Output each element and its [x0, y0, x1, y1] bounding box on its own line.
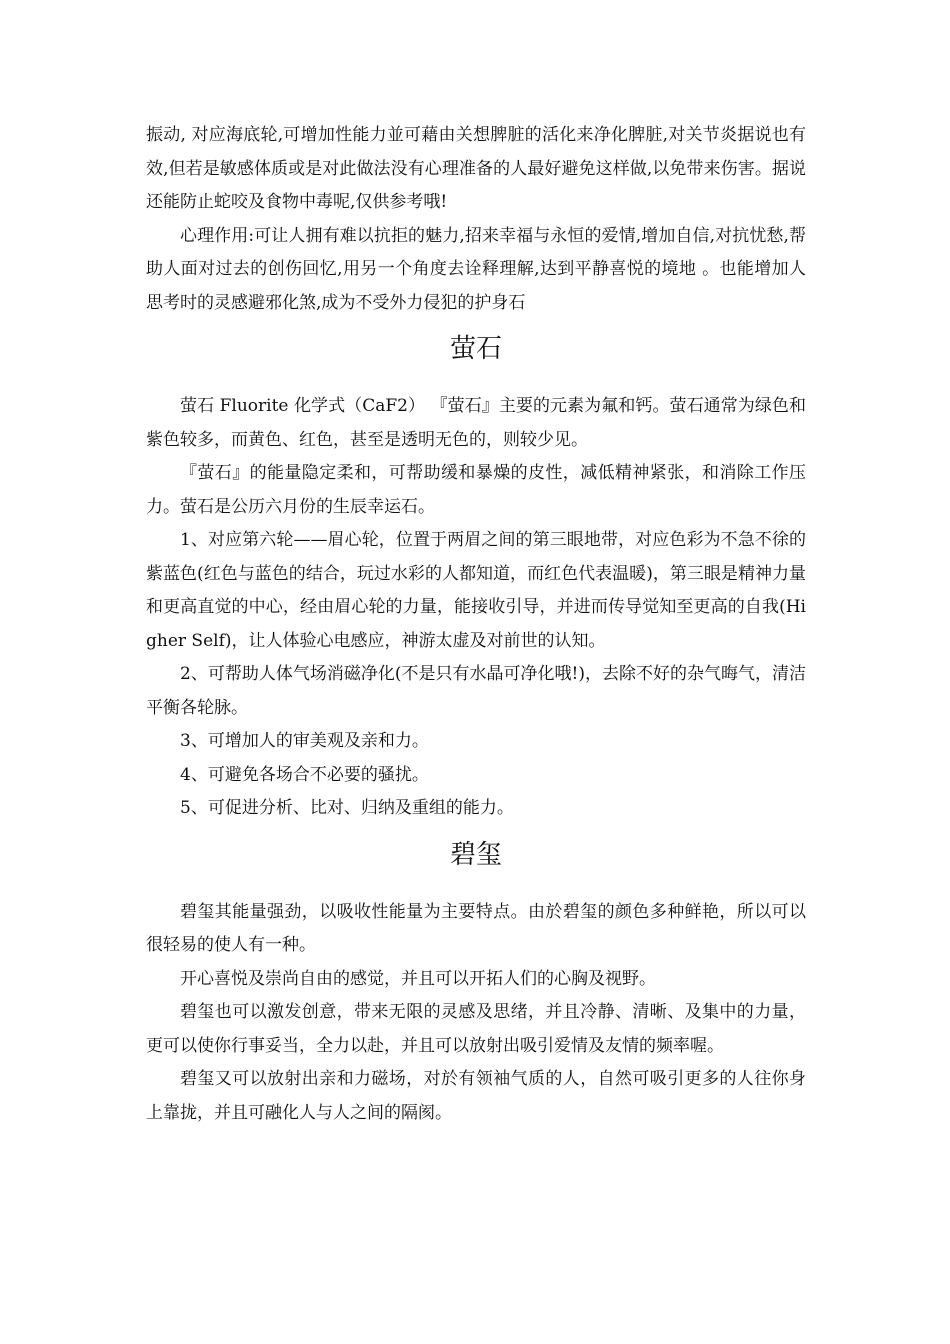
- section-fluorite: [146, 328, 806, 826]
- section-tourmaline: [146, 834, 806, 1131]
- paragraph: 2、可帮助人体气场消磁净化(不是只有水晶可净化哦!)，去除不好的杂气晦气，清洁平衡各轮脉。: [146, 664, 806, 718]
- paragraph: 心理作用:可让人拥有难以抗拒的魅力,招来幸福与永恒的爱情,增加自信,对抗忧愁,帮助人面对过去的创伤回忆,用另一个角度去诠释理解,达到平静喜悦的境地 。也能增加人思考时的灵感避邪化煞,成为不受外力侵犯的护身石: [146, 225, 806, 313]
- section-heading-fluorite: 萤石: [449, 334, 502, 364]
- section-continuation: [146, 119, 806, 320]
- paragraph: 4、可避免各场合不必要的骚扰。: [180, 764, 429, 785]
- paragraph: 3、可增加人的审美观及亲和力。: [180, 731, 429, 751]
- paragraph: 碧玺其能量强劲，以吸收性能量为主要特点。由於碧玺的颜色多种鲜艳，所以可以很轻易的使人有一种。: [146, 901, 806, 955]
- paragraph: 『萤石』的能量隐定柔和，可帮助缓和暴燥的皮性，减低精神紧张，和消除工作压力。萤石是公历六月份的生辰幸运石。: [146, 463, 806, 517]
- paragraph: 萤石 Fluorite 化学式（CaF2） 『萤石』主要的元素为氟和钙。萤石通常为绿色和紫色较多，而黄色、红色，甚至是透明无色的，则较少见。: [146, 396, 806, 450]
- paragraph: 5、可促进分析、比对、归纳及重组的能力。: [180, 798, 514, 818]
- paragraph: 碧玺又可以放射出亲和力磁场，对於有领袖气质的人，自然可吸引更多的人往你身上靠拢，并且可融化人与人之间的隔阂。: [146, 1069, 806, 1123]
- paragraph: 开心喜悦及崇尚自由的感觉，并且可以开拓人们的心胸及视野。: [180, 968, 656, 989]
- paragraph: 1、对应第六轮——眉心轮，位置于两眉之间的第三眼地带，对应色彩为不急不徐的紫蓝色(红色与蓝色的结合，玩过水彩的人都知道，而红色代表温暖)，第三眼是精神力量和更高直觉的中心，经由眉心轮的力量，能接收引导，并进而传导觉知至更高的自我(Higher Self)，让人体验心电感应，神游太虚及对前世的认知。: [146, 530, 806, 651]
- document-page: [146, 119, 806, 1130]
- paragraph: 振动, 对应海底轮,可增加性能力並可藉由关想脾脏的活化来净化脾脏,对关节炎据说也有效,但若是敏感体质或是对此做法没有心理准备的人最好避免这样做,以免带来伤害。据说还能防止蛇咬及食物中毒呢,仅供参考哦!: [146, 125, 806, 212]
- section-heading-tourmaline: 碧玺: [449, 839, 502, 870]
- paragraph: 碧玺也可以激发创意，带来无限的灵感及思绪，并且冷静、清晰、及集中的力量，更可以使你行事妥当，全力以赴，并且可以放射出吸引爱情及友情的频率喔。: [146, 1002, 806, 1056]
